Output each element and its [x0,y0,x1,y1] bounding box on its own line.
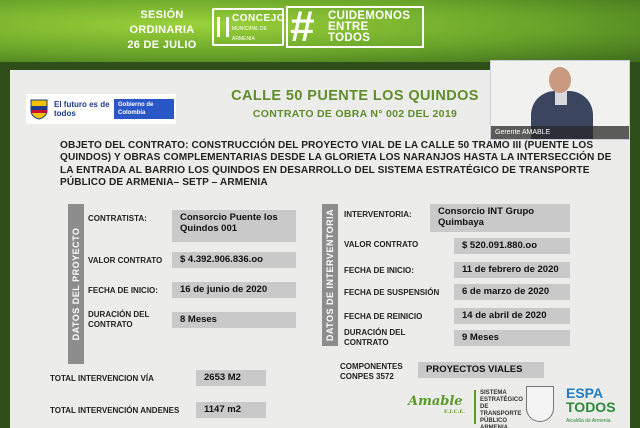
colombia-shield-icon [29,98,49,120]
campaign-line-3: TODOS [328,32,371,44]
interventoria-label: INTERVENTORIA: [344,210,412,219]
session-line-2: ORDINARIA [129,24,195,36]
gov-entity: Gobierno de Colombia [114,99,174,119]
contratista-value: Consorcio Puente los Quindos 001 [172,210,296,242]
duracion-value: 8 Meses [172,312,296,328]
espa-text: ESPA [566,385,604,401]
concejo-mark-icon [217,17,229,37]
fecha-inicio-label: FECHA DE INICIO: [88,286,158,295]
amable-logo [408,394,465,415]
session-line-1: SESIÓN [140,9,184,21]
valor-contrato-label: VALOR CONTRATO [88,256,163,265]
slide-subtitle: CONTRATO DE OBRA N° 002 DEL 2019 [252,108,458,120]
total-via-value: 2653 M2 [196,370,266,386]
conpes-value: PROYECTOS VIALES [418,362,544,378]
interventoria-side-label [322,204,338,346]
speaker-head [549,67,571,93]
contract-object: OBJETO DEL CONTRATO: CONSTRUCCIÓN DEL PROYECTO VIAL DE LA CALLE 50 TRAMO III (PUENTE LOS QUINDOS) Y OBRAS COMPLEMENTARIAS DESDE LA GLORIETA LOS NARANJOS HASTA LA INTERSECCIÓN DE LA ENTRADA AL BARRIO LOS QUINDOS EN DESARROLLO DEL SISTEMA ESTRATÉGICO DE TRANSPORTE PÚBLICO DE ARMENIA– SETP – ARMENIA [60,140,612,189]
project-side-text: DATOS DEL PROYECTO [71,227,81,341]
concejo-subtitle: MUNICIPAL DE ARMENIA [232,26,268,42]
espa-todos-logo [566,386,616,428]
presentation-slide [10,70,630,428]
footer-logos [408,376,628,426]
fecha-reinicio-value: 14 de abril de 2020 [454,308,570,324]
total-via-label: TOTAL INTERVENCION VÍA [50,374,154,383]
setp-logo: SISTEMA ESTRATÉGICO DE TRANSPORTE PÚBLICO ARMENIA [474,390,520,424]
session-line-3: 26 DE JULIO [127,39,197,51]
speaker-collar [555,91,567,105]
valor-contrato-value: $ 4.392.906.836.oo [172,252,296,268]
int-fecha-inicio-label: FECHA DE INICIO: [344,266,414,275]
campaign-logo [286,2,424,51]
fecha-suspension-label: FECHA DE SUSPENSIÓN [344,288,440,297]
total-andenes-value: 1147 m2 [196,402,266,418]
fecha-inicio-value: 16 de junio de 2020 [172,282,296,298]
int-valor-label: VALOR CONTRATO [344,240,419,249]
gov-slogan: El futuro es de todos [54,100,110,118]
int-valor-value: $ 520.091.880.oo [454,238,570,254]
campaign-line-1: CUIDEMONOS [328,10,411,22]
concejo-logo [212,8,284,46]
speaker-video [490,60,630,140]
conpes-label: COMPONENTES CONPES 3572 [340,362,403,381]
speaker-caption: Gerente AMABLE [491,126,629,139]
campaign-text [328,11,410,44]
amable-sub: E.I.C.E. [444,409,465,415]
hashtag-icon: # [290,2,315,51]
armenia-shield-icon [526,386,554,422]
gobierno-colombia-logo [26,94,176,124]
slide-title: CALLE 50 PUENTE LOS QUINDOS [231,88,479,104]
session-banner [0,0,640,62]
duracion-label: DURACIÓN DEL CONTRATO [88,310,150,329]
int-fecha-inicio-value: 11 de febrero de 2020 [454,262,570,278]
int-duracion-value: 9 Meses [454,330,570,346]
concejo-title: CONCEJO [232,13,285,24]
fecha-suspension-value: 6 de marzo de 2020 [454,284,570,300]
int-duracion-label: DURACIÓN DEL CONTRATO [344,328,406,347]
campaign-line-2: ENTRE [328,21,369,33]
project-side-label [68,204,84,364]
fecha-reinicio-label: FECHA DE REINICIO [344,312,423,321]
interventoria-value: Consorcio INT Grupo Quimbaya [430,204,570,232]
interventoria-side-text: DATOS DE INTERVENTORIA [325,208,335,342]
total-andenes-label: TOTAL INTERVENCIÓN ANDENES [50,406,180,415]
session-label [112,8,212,53]
espa-sub: Alcaldía de Armenia [566,418,611,424]
contratista-label: CONTRATISTA: [88,214,147,223]
todos-text: TODOS [566,399,616,415]
amable-text: Amable [408,394,463,409]
